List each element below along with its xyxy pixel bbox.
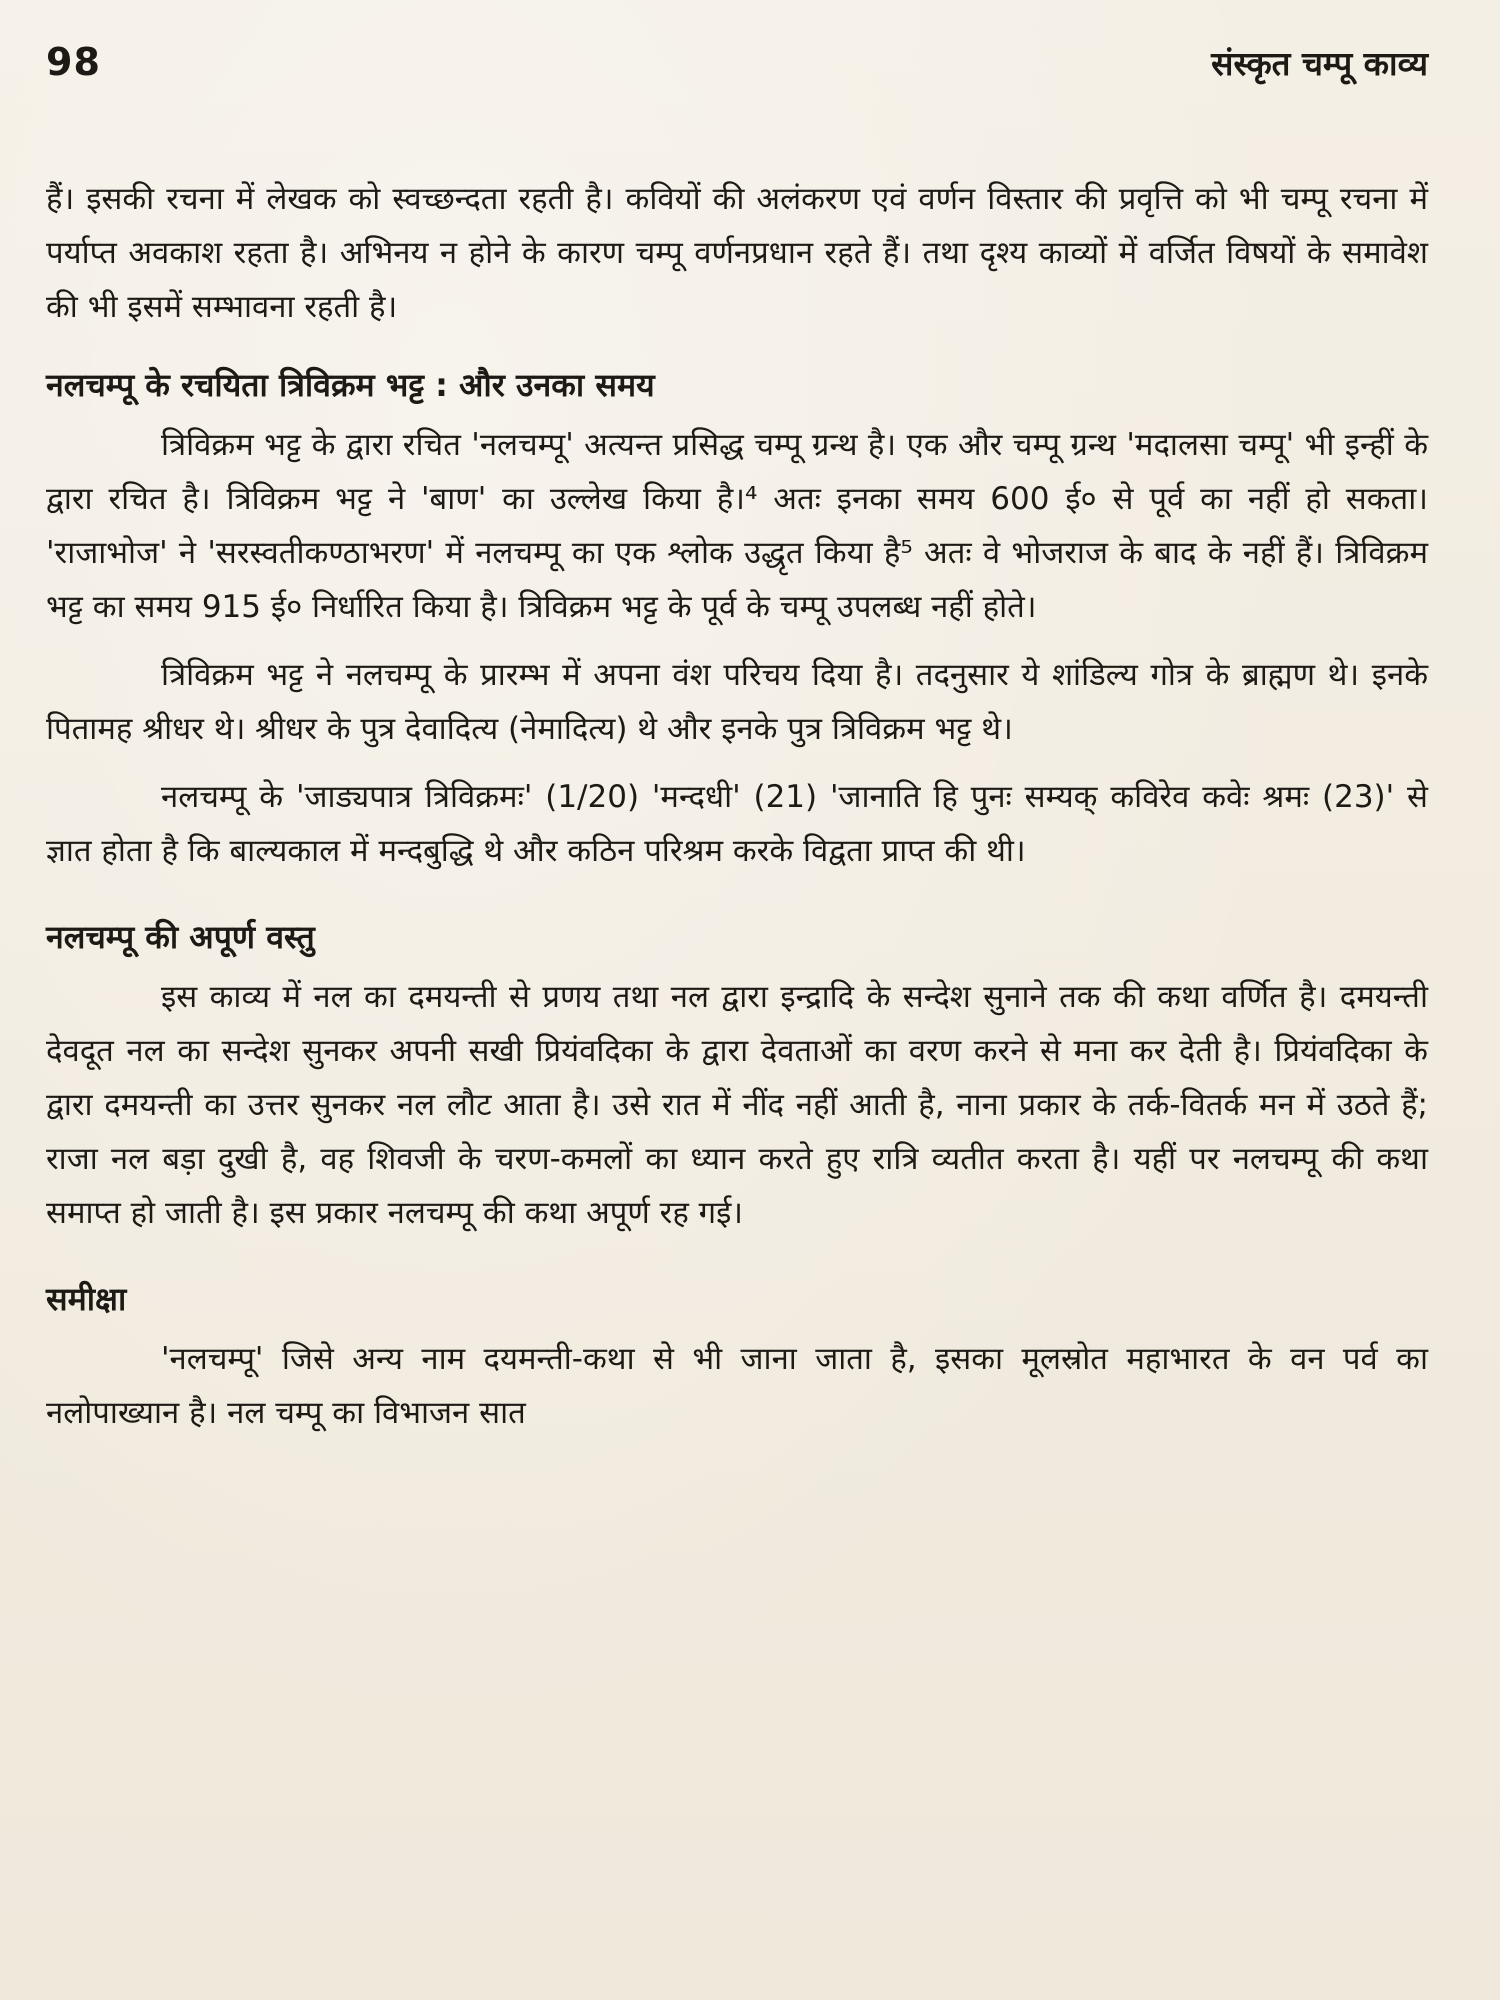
heading-review: समीक्षा	[46, 1280, 127, 1318]
spacer	[46, 878, 1428, 892]
heading-incomplete-plot: नलचम्पू की अपूर्ण वस्तु	[46, 918, 315, 956]
page-number: 98	[46, 40, 101, 84]
spacer	[46, 756, 1428, 770]
running-title: संस्कृत चम्पू काव्य	[1211, 44, 1428, 83]
paragraph-author-lineage: त्रिविक्रम भट्ट ने नलचम्पू के प्रारम्भ में अपना वंश परिचय दिया है। तदनुसार ये शांडिल्य गोत्र के ब्राह्मण थे। इनके पितामह श्रीधर थे। श्रीधर के पुत्र देवादित्य (नेमादित्य) थे और इनके पुत्र त्रिविक्रम भट्ट थे।	[46, 657, 1428, 747]
paragraph-review: 'नलचम्पू' जिसे अन्य नाम दयमन्ती-कथा से भी जाना जाता है, इसका मूलस्रोत महाभारत के वन पर्व का नलोपाख्यान है। नल चम्पू का विभाजन सात	[46, 1341, 1428, 1431]
heading-author-and-period: नलचम्पू के रचयिता त्रिविक्रम भट्ट : और उनका समय	[46, 366, 655, 404]
spacer	[46, 634, 1428, 648]
spacer	[46, 334, 1428, 340]
page-header	[46, 40, 1428, 110]
paragraph-author-works-and-date: त्रिविक्रम भट्ट के द्वारा रचित 'नलचम्पू' अत्यन्त प्रसिद्ध चम्पू ग्रन्थ है। एक और चम्पू ग्रन्थ 'मदालसा चम्पू' भी इन्हीं के द्वारा रचित है। त्रिविक्रम भट्ट ने 'बाण' का उल्लेख किया है।⁴ अतः इनका समय 600 ई० से पूर्व का नहीं हो सकता। 'राजाभोज' ने 'सरस्वतीकण्ठाभरण' में नलचम्पू का एक श्लोक उद्धृत किया है⁵ अतः वे भोजराज के बाद के नहीं हैं। त्रिविक्रम भट्ट का समय 915 ई० निर्धारित किया है। त्रिविक्रम भट्ट के पूर्व के चम्पू उपलब्ध नहीं होते।	[46, 427, 1428, 625]
paragraph-intro: हैं। इसकी रचना में लेखक को स्वच्छन्दता रहती है। कवियों की अलंकरण एवं वर्णन विस्तार की प्रवृत्ति को भी चम्पू रचना में पर्याप्त अवकाश रहता है। अभिनय न होने के कारण चम्पू वर्णनप्रधान रहते हैं। तथा दृश्य काव्यों में वर्जित विषयों के समावेश की भी इसमें सम्भावना रहती है।	[46, 181, 1428, 325]
paragraph-incomplete-plot: इस काव्य में नल का दमयन्ती से प्रणय तथा नल द्वारा इन्द्रादि के सन्देश सुनाने तक की कथा वर्णित है। दमयन्ती देवदूत नल का सन्देश सुनकर अपनी सखी प्रियंवदिका के द्वारा देवताओं का वरण करने से मना कर देती है। प्रियंवदिका के द्वारा दमयन्ती का उत्तर सुनकर नल लौट आता है। उसे रात में नींद नहीं आती है, नाना प्रकार के तर्क-वितर्क मन में उठते हैं; राजा नल बड़ा दुखी है, वह शिवजी के चरण-कमलों का ध्यान करते हुए रात्रि व्यतीत करता है। यहीं पर नलचम्पू की कथा समाप्त हो जाती है। इस प्रकार नलचम्पू की कथा अपूर्ण रह गई।	[46, 979, 1428, 1231]
paragraph-author-self-reference: नलचम्पू के 'जाड्यपात्र त्रिविक्रमः' (1/20) 'मन्दधी' (21) 'जानाति हि पुनः सम्यक् कविरेव कवेः श्रमः (23)' से ज्ञात होता है कि बाल्यकाल में मन्दबुद्धि थे और कठिन परिश्रम करके विद्वता प्राप्त की थी।	[46, 779, 1428, 869]
spacer	[46, 1240, 1428, 1254]
